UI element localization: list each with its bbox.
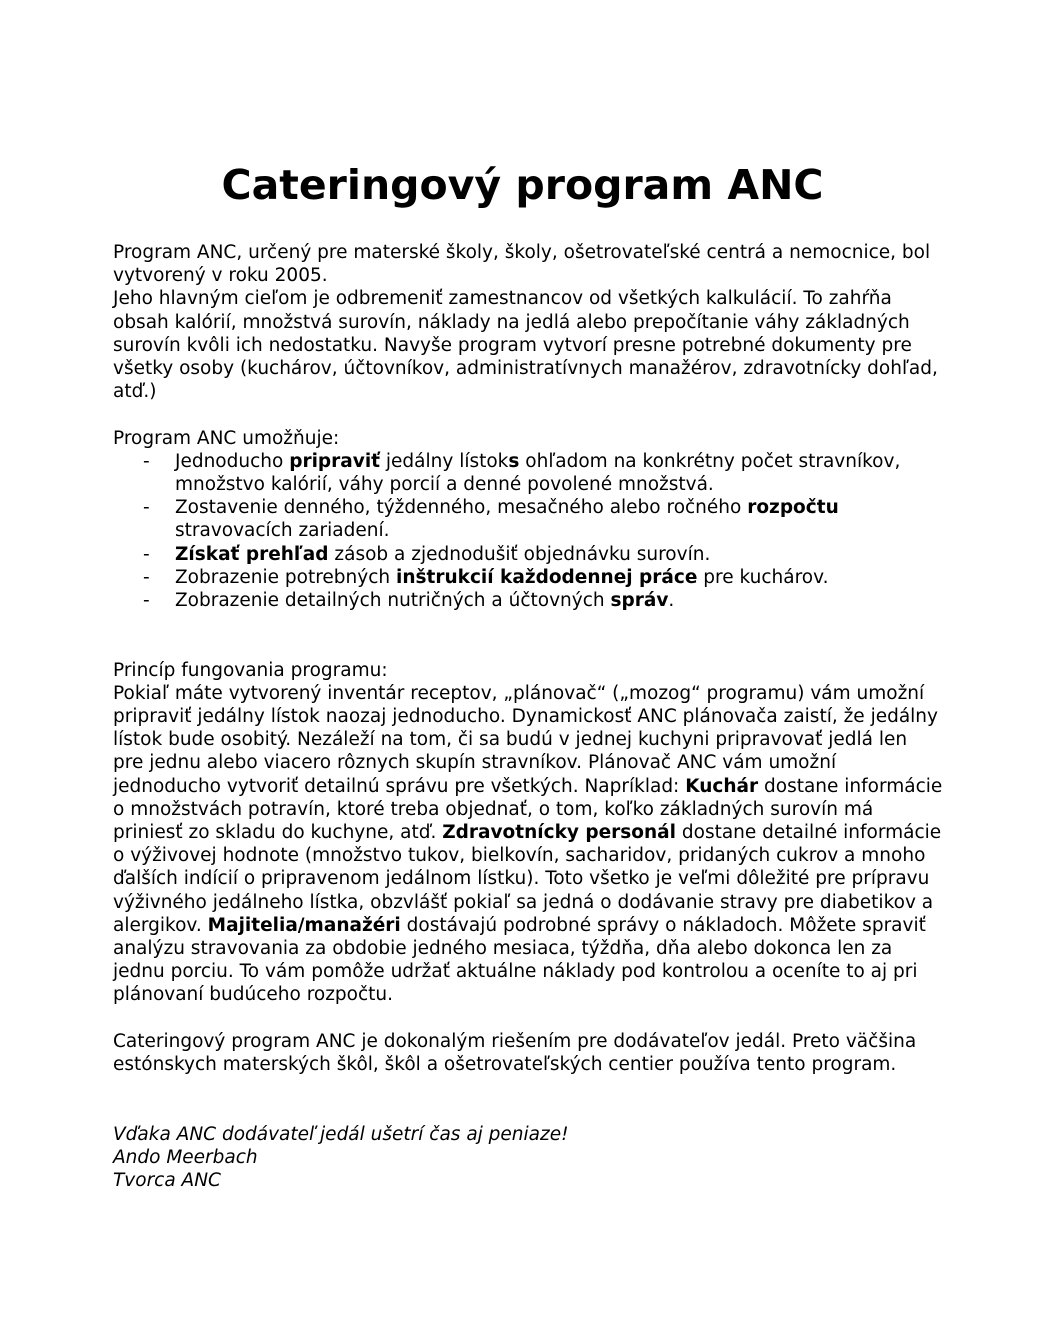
intro-paragraph-2: Jeho hlavným cieľom je odbremeniť zamestnancov od všetkých kalkulácií. To zahŕňa obsah kalórií, množstvá surovín, náklady na jedlá alebo prepočítanie váhy základných surovín kvôli ich nedostatku. Navyše program vytvorí presne potrebné dokumenty pre všetky osoby (kuchárov, účtovníkov, administratívnych manažérov, zdravotnícky dohľad, atď.) (113, 288, 938, 403)
spacer (113, 612, 943, 658)
item-text: . (668, 590, 675, 612)
conclusion-paragraph: Cateringový program ANC je dokonalým riešením pre dodávateľov jedál. Preto väčšina estónskych materských škôl, škôl a ošetrovateľských centier používa tento program. (113, 1030, 917, 1076)
features-list (113, 450, 943, 612)
role-cook: Kuchár (685, 775, 759, 797)
principle-heading: Princíp fungovania programu: (113, 659, 388, 681)
signature-role: Tvorca ANC (113, 1170, 221, 1192)
spacer (113, 1076, 943, 1122)
features-heading: Program ANC umožňuje: (113, 427, 340, 449)
dash-bullet: - (143, 590, 150, 612)
item-text: Zobrazenie detailných nutričných a účtovných (175, 590, 611, 612)
item-text: Jednoducho (175, 450, 290, 472)
signature-name: Ando Meerbach (113, 1146, 258, 1168)
list-item (113, 496, 943, 542)
item-text: jedálny lístok (380, 450, 509, 472)
item-bold: Získať prehľad (175, 543, 329, 565)
principle-paragraph (113, 682, 943, 1007)
item-text: zásob a zjednodušiť objednávku surovín. (328, 543, 711, 565)
item-text: ohľadom na konkrétny počet stravníkov, množstvo kalórií, váhy porcií a denné povolené množstvá. (175, 450, 901, 496)
list-item (113, 589, 943, 612)
signature-block (113, 1123, 943, 1193)
item-bold: inštrukcií každodennej práce (396, 566, 698, 588)
item-text: stravovacích zariadení. (175, 520, 390, 542)
spacer (113, 403, 943, 426)
intro-paragraph-1: Program ANC, určený pre materské školy, školy, ošetrovateľské centrá a nemocnice, bol vytvorený v roku 2005. (113, 242, 931, 287)
list-item (113, 566, 943, 589)
paragraph-text: dostane informácie o množstvách potravín, ktoré treba objednať, o tom, koľko základných surovín má priniesť zo skladu do kuchyne, atď. (113, 775, 943, 844)
item-bold: s (508, 450, 520, 472)
item-text: pre kuchárov. (697, 566, 829, 588)
document-body (113, 241, 943, 1192)
item-bold: rozpočtu (747, 497, 839, 519)
role-owners-managers: Majitelia/manažéri (207, 914, 401, 936)
item-bold: pripraviť (289, 450, 381, 472)
paragraph-text: dostane detailné informácie o výživovej hodnote (množstvo tukov, bielkovín, sacharidov, pridaných cukrov a mnoho ďalších indícií o pripravenom jedálnom lístku). Toto všetko je veľmi dôležité pre prípravu výživného jedálneho lístka, obzvlášť pokiaľ sa jedná o dodávanie stravy pre diabetikov a alergikov. (113, 822, 942, 936)
item-text: Zostavenie denného, týždenného, mesačného alebo ročného (175, 497, 748, 519)
item-bold: správ (610, 590, 669, 612)
dash-bullet: - (143, 450, 150, 472)
dash-bullet: - (143, 566, 150, 588)
item-text: Zobrazenie potrebných (175, 566, 396, 588)
signature-slogan: Vďaka ANC dodávateľ jedál ušetrí čas aj peniaze! (113, 1123, 569, 1145)
spacer (113, 1007, 943, 1030)
list-item (113, 450, 943, 496)
dash-bullet: - (143, 543, 150, 565)
role-medical-staff: Zdravotnícky personál (442, 822, 677, 844)
paragraph-text: dostávajú podrobné správy o nákladoch. Môžete spraviť analýzu stravovania za obdobie jedného mesiaca, týždňa, dňa alebo dokonca len za jednu porciu. To vám pomôže udržať aktuálne náklady pod kontrolou a oceníte to aj pri plánovaní budúceho rozpočtu. (113, 914, 926, 1006)
page-title: Cateringový program ANC (221, 161, 824, 209)
paragraph-text: Pokiaľ máte vytvorený inventár receptov, „plánovač“ („mozog“ programu) vám umožní pripraviť jedálny lístok naozaj jednoducho. Dynamickosť ANC plánovača zaistí, že jedálny lístok bude osobitý. Nezáleží na tom, či sa budú v jednej kuchyni pripravovať jedlá len pre jednu alebo viacero rôznych skupín stravníkov. Plánovač ANC vám umožní jednoducho vytvoriť detailnú správu pre všetkých. Napríklad: (113, 682, 938, 797)
dash-bullet: - (143, 497, 150, 519)
list-item (113, 543, 943, 566)
